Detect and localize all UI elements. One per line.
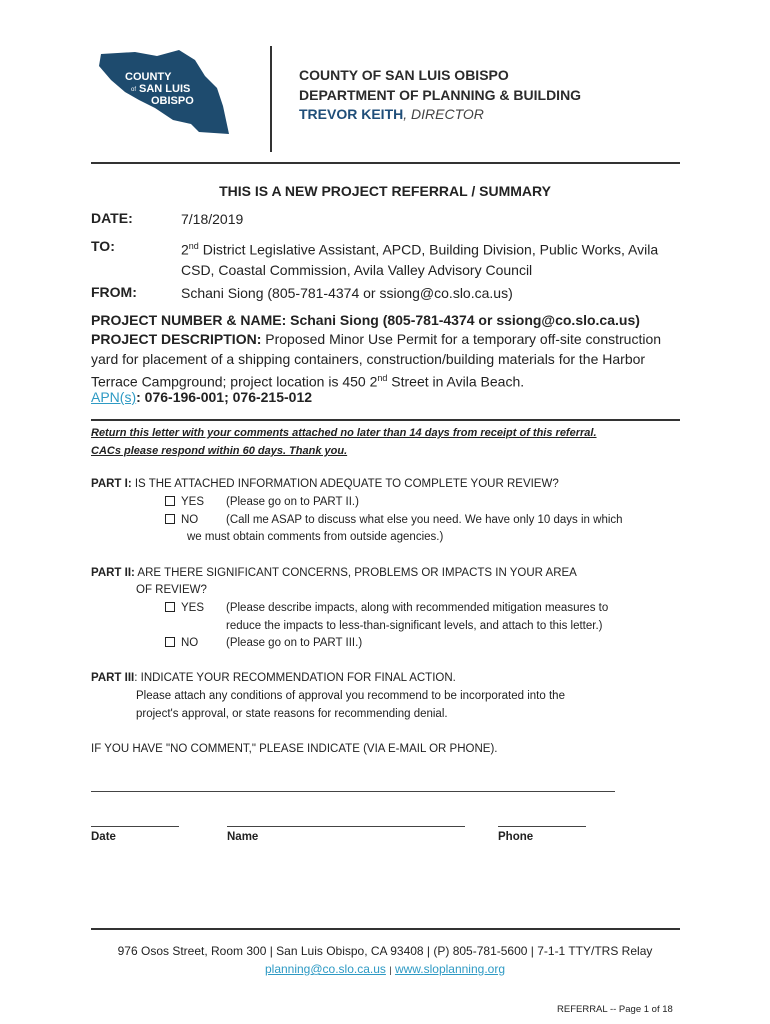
apn-value: : 076-196-001; 076-215-012 (136, 389, 313, 405)
director-line (299, 106, 484, 122)
part1-label: PART I: (91, 478, 132, 490)
description-sup: nd (377, 373, 388, 383)
footer-rule (91, 928, 680, 930)
return-notice-line1: Return this letter with your comments attached no later than 14 days from receipt of this referral. (91, 427, 597, 439)
to-pre: 2 (181, 241, 189, 258)
part2-question (91, 565, 577, 583)
header-divider (270, 46, 272, 152)
document-title: THIS IS A NEW PROJECT REFERRAL / SUMMARY (219, 183, 551, 199)
phone-signature-label: Phone (498, 831, 534, 843)
part1-yes-label: YES (181, 496, 205, 508)
section-rule (91, 419, 680, 421)
checkbox-icon[interactable] (165, 514, 175, 524)
part1-question (91, 476, 559, 494)
to-value (181, 236, 681, 280)
comment-line[interactable] (91, 791, 615, 792)
footer-website-link[interactable]: www.sloplanning.org (394, 962, 505, 976)
part1-question-text: IS THE ATTACHED INFORMATION ADEQUATE TO COMPLETE YOUR REVIEW? (131, 478, 559, 490)
county-logo (95, 48, 230, 136)
logo-line1: COUNTY (125, 71, 172, 83)
apn-line (91, 388, 683, 408)
part2-question2: OF REVIEW? (136, 584, 207, 596)
from-label: FROM: (91, 284, 137, 300)
part2-yes-note1: (Please describe impacts, along with recommended mitigation measures to (226, 602, 609, 614)
footer-address: 976 Osos Street, Room 300 | San Luis Obispo, CA 93408 | (P) 805-781-5600 | 7-1-1 TTY/TRS Relay (117, 944, 653, 958)
to-label: TO: (91, 238, 115, 254)
part3-line2: project's approval, or state reasons for recommending denial. (136, 708, 448, 720)
footer-separator: | (389, 965, 392, 975)
date-signature-label: Date (91, 831, 116, 843)
return-notice-line2: CACs please respond within 60 days. Thank you. (91, 445, 348, 457)
project-description (91, 330, 683, 392)
footer-links (0, 962, 770, 976)
header-rule (91, 162, 680, 164)
phone-signature-line[interactable] (498, 826, 586, 827)
page-number: REFERRAL -- Page 1 of 18 (557, 1004, 673, 1015)
logo-line2: SAN LUIS (139, 83, 191, 95)
part1-no-label: NO (181, 514, 199, 526)
director-name: TREVOR KEITH (299, 106, 404, 122)
name-signature-label: Name (227, 831, 259, 843)
part2-yes-note2: reduce the impacts to less-than-significant levels, and attach to this letter.) (226, 620, 603, 632)
part1-yes-option[interactable] (165, 494, 204, 512)
part3-label: PART III (91, 672, 135, 684)
return-notice (91, 424, 691, 460)
part1-no-note2: we must obtain comments from outside agencies.) (187, 531, 444, 543)
checkbox-icon[interactable] (165, 496, 175, 506)
county-name: COUNTY OF SAN LUIS OBISPO (299, 67, 509, 83)
part1-no-note1: (Call me ASAP to discuss what else you need. We have only 10 days in which (226, 514, 623, 526)
description-pre: Proposed Minor Use Permit for a temporary off-site construction yard for placement of a shipping containers, construction/building materials for the Harbor Terrace Campground; project location is 450 2 (91, 331, 662, 390)
part2-question-text: ARE THERE SIGNIFICANT CONCERNS, PROBLEMS OR IMPACTS IN YOUR AREA (134, 567, 577, 579)
project-number-label: PROJECT NUMBER & NAME: (91, 312, 287, 328)
part3-question (91, 670, 456, 688)
project-description-label: PROJECT DESCRIPTION: (91, 331, 262, 347)
part2-yes-option[interactable] (165, 600, 204, 618)
project-number-value: Schani Siong (805-781-4374 or ssiong@co.slo.ca.us) (286, 312, 640, 328)
description-post: Street in Avila Beach. (387, 373, 525, 390)
footer-email-link[interactable]: planning@co.slo.ca.us (264, 962, 386, 976)
checkbox-icon[interactable] (165, 602, 175, 612)
part1-no-option[interactable] (165, 512, 198, 530)
logo-line3: OBISPO (151, 95, 194, 107)
to-post: District Legislative Assistant, APCD, Building Division, Public Works, Avila CSD, Coastal Commission, Avila Valley Advisory Council (181, 241, 659, 278)
to-sup: nd (188, 241, 199, 251)
director-title: , DIRECTOR (403, 106, 484, 122)
part2-no-note: (Please go on to PART III.) (226, 637, 363, 649)
part3-question-text: : INDICATE YOUR RECOMMENDATION FOR FINAL ACTION. (134, 672, 456, 684)
date-label: DATE: (91, 210, 133, 226)
part2-yes-label: YES (181, 602, 205, 614)
date-value: 7/18/2019 (181, 211, 244, 227)
project-number (91, 311, 683, 331)
date-signature-line[interactable] (91, 826, 179, 827)
part2-no-label: NO (181, 637, 199, 649)
part2-no-option[interactable] (165, 635, 198, 653)
apn-link[interactable]: APN(s) (91, 389, 137, 405)
part1-yes-note: (Please go on to PART II.) (226, 496, 359, 508)
checkbox-icon[interactable] (165, 637, 175, 647)
department-name: DEPARTMENT OF PLANNING & BUILDING (299, 87, 582, 103)
logo-line2-prefix: of (131, 87, 137, 93)
name-signature-line[interactable] (227, 826, 465, 827)
part3-line1: Please attach any conditions of approval you recommend to be incorporated into the (136, 690, 565, 702)
no-comment-instruction: IF YOU HAVE "NO COMMENT," PLEASE INDICATE (VIA E-MAIL OR PHONE). (91, 743, 498, 755)
from-value: Schani Siong (805-781-4374 or ssiong@co.slo.ca.us) (181, 285, 513, 301)
part2-label: PART II: (91, 567, 135, 579)
